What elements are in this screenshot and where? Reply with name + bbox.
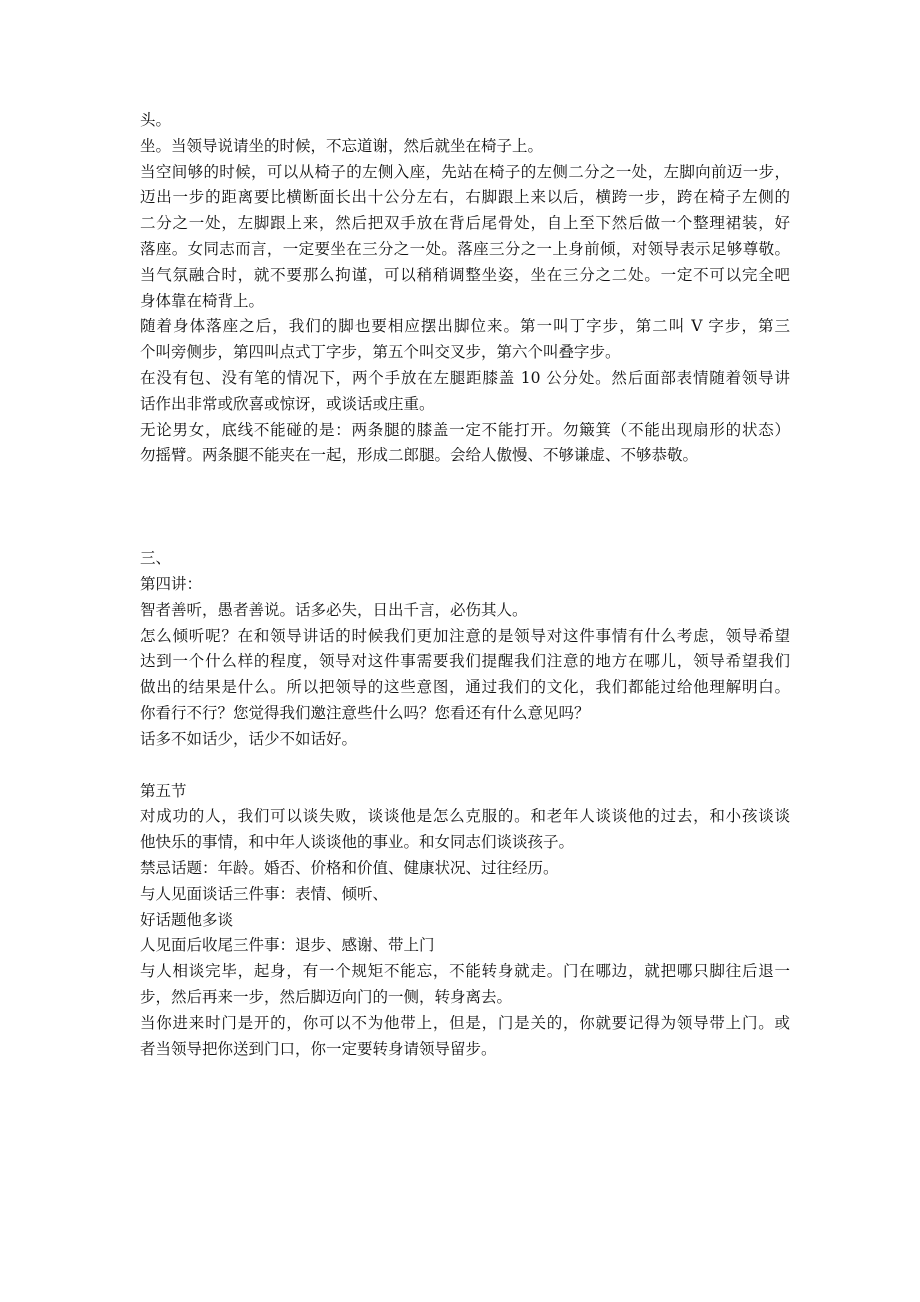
text-line: 他快乐的事情，和中年人谈谈他的事业。和女同志们谈谈孩子。 [140,833,575,852]
text-line: 步，然后再来一步，然后脚迈向门的一侧，转身离去。 [140,987,513,1006]
text-line: 达到一个什么样的程度，领导对这件事需要我们提醒我们注意的地方在哪儿，领导希望我们 [140,652,790,671]
lecture-heading: 第四讲： [140,574,203,593]
text-line: 人见面后收尾三件事：退步、感谢、带上门 [140,936,435,955]
text-line: 你看行不行？您觉得我们邀注意些什么吗？您看还有什么意见吗？ [140,703,590,722]
text-line: 禁忌话题：年龄。婚否、价格和价值、健康状况、过往经历。 [140,858,559,877]
text-line: 落座。女同志而言，一定要坐在三分之一处。落座三分之一上身前倾，对领导表示足够尊敬。 [140,239,790,258]
text-line: 对成功的人，我们可以谈失败，谈谈他是怎么克服的。和老年人谈谈他的过去，和小孩谈谈 [140,807,790,826]
text-line: 好话题他多谈 [140,910,234,929]
text-line: 话多不如话少，话少不如话好。 [140,729,358,748]
text-line: 头。 [140,111,172,129]
section-conversation-topics [140,779,790,1063]
text-line: 当你进来时门是开的，你可以不为他带上，但是，门是关的，你就要记得为领导带上门。或 [140,1013,790,1032]
text-line: 当气氛融合时，就不要那么拘谨，可以稍稍调整坐姿，坐在三分之二处。一定不可以完全吧 [140,265,790,284]
text-line: 与人见面谈话三件事：表情、倾听、 [140,884,389,903]
text-line: 随着身体落座之后，我们的脚也要相应摆出脚位来。第一叫丁字步，第二叫 V 字步，第三 [140,317,790,336]
text-line: 身体靠在椅背上。 [140,291,265,310]
document-page [140,108,790,1062]
text-line: 二分之一处，左脚跟上来，然后把双手放在背后尾骨处，自上至下然后做一个整理裙装，好 [140,214,790,233]
section-heading: 第五节 [140,781,187,800]
text-line: 话作出非常或欣喜或惊讶，或谈话或庄重。 [140,394,435,413]
section-sitting-etiquette [140,108,790,469]
blank-gap [140,469,790,546]
text-line: 勿摇臂。两条腿不能夹在一起，形成二郎腿。会给人傲慢、不够谦虚、不够恭敬。 [140,446,699,465]
text-line: 怎么倾听呢？在和领导讲话的时候我们更加注意的是领导对这件事情有什么考虑，领导希望 [140,626,790,645]
section-heading: 三、 [140,549,172,568]
blank-gap [140,753,790,779]
text-line: 者当领导把你送到门口，你一定要转身请领导留步。 [140,1039,497,1058]
text-line: 无论男女，底线不能碰的是：两条腿的膝盖一定不能打开。勿簸箕（不能出现扇形的状态） [140,420,790,439]
text-line: 个叫旁侧步，第四叫点式丁字步，第五个叫交叉步，第六个叫叠字步。 [140,343,621,362]
text-line: 智者善听，愚者善说。话多必失，日出千言，必伤其人。 [140,600,528,619]
text-line: 做出的结果是什么。所以把领导的这些意图，通过我们的文化，我们都能过给他理解明白。 [140,678,790,697]
section-listening [140,546,790,752]
text-line: 与人相谈完毕，起身，有一个规矩不能忘，不能转身就走。门在哪边，就把哪只脚往后退一 [140,962,790,981]
text-line: 迈出一步的距离要比横断面长出十公分左右，右脚跟上来以后，横跨一步，跨在椅子左侧的 [140,188,790,207]
text-line: 在没有包、没有笔的情况下，两个手放在左腿距膝盖 10 公分处。然后面部表情随着领导讲 [140,368,790,387]
text-line: 当空间够的时候，可以从椅子的左侧入座，先站在椅子的左侧二分之一处，左脚向前迈一步， [140,162,790,181]
text-line: 坐。当领导说请坐的时候，不忘道谢，然后就坐在椅子上。 [140,136,544,155]
